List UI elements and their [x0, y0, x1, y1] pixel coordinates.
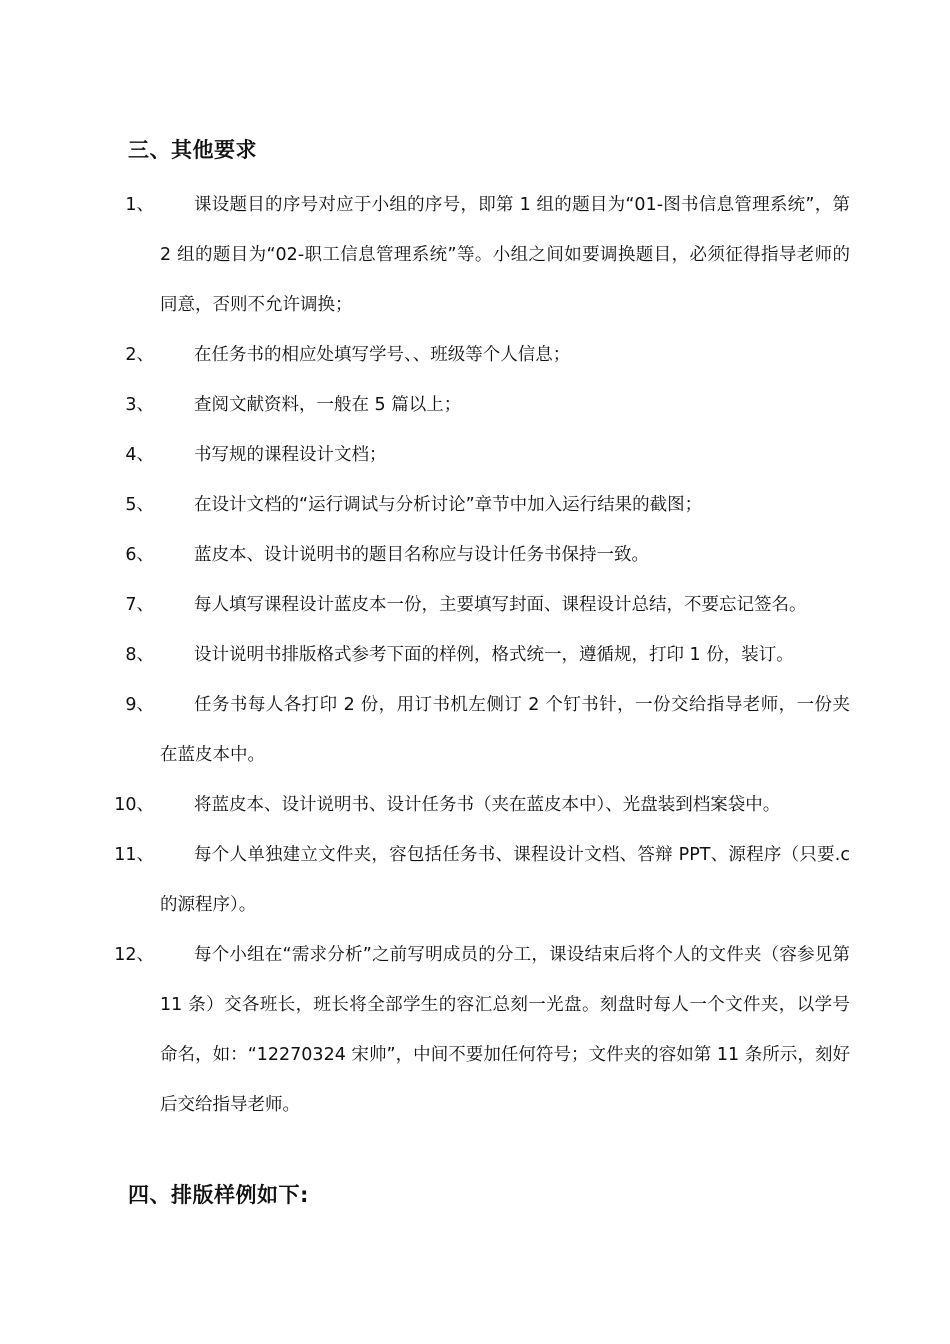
- list-item: [0, 330, 950, 380]
- list-item-number: 1、: [125, 195, 154, 215]
- list-item-text: 任务书每人各打印 2 份，用订书机左侧订 2 个钉书针，一份交给指导老师，一份夹在蓝皮本中。: [160, 695, 850, 765]
- list-item: [0, 580, 950, 630]
- list-item-text: 查阅文献资料，一般在 5 篇以上；: [194, 395, 462, 415]
- list-item-text: 每个人单独建立文件夹，容包括任务书、课程设计文档、答辩 PPT、源程序（只要.c 的源程序）。: [160, 845, 850, 915]
- list-item-text: 课设题目的序号对应于小组的序号，即第 1 组的题目为“01-图书信息管理系统”，第 2 组的题目为“02-职工信息管理系统”等。小组之间如要调换题目，必须征得指导老师的同意，否则不允许调换；: [160, 195, 850, 315]
- list-item-number: 12、: [114, 945, 154, 965]
- list-item-number: 5、: [125, 495, 154, 515]
- list-item: [0, 430, 950, 480]
- list-item-number: 10、: [114, 795, 154, 815]
- list-item: [0, 680, 950, 780]
- list-item: [0, 830, 950, 930]
- section-heading-other-requirements: 三、其他要求: [128, 138, 257, 162]
- list-item: [0, 630, 950, 680]
- list-item-number: 11、: [114, 845, 154, 865]
- list-item-number: 8、: [125, 645, 154, 665]
- list-item: [0, 780, 950, 830]
- list-item-number: 4、: [125, 445, 154, 465]
- list-item-text: 在设计文档的“运行调试与分析讨论”章节中加入运行结果的截图；: [194, 495, 703, 515]
- list-item-number: 7、: [125, 595, 154, 615]
- list-item: [0, 480, 950, 530]
- list-item: [0, 180, 950, 330]
- list-item-text: 蓝皮本、设计说明书的题目名称应与设计任务书保持一致。: [194, 545, 649, 565]
- list-item: [0, 930, 950, 1130]
- list-item-text: 将蓝皮本、设计说明书、设计任务书（夹在蓝皮本中）、光盘装到档案袋中。: [194, 795, 781, 815]
- section-heading-layout-example: 四、排版样例如下:: [128, 1183, 309, 1207]
- list-item: [0, 530, 950, 580]
- list-item-number: 6、: [125, 545, 154, 565]
- list-item-number: 3、: [125, 395, 154, 415]
- list-item-number: 2、: [125, 345, 154, 365]
- list-item-text: 设计说明书排版格式参考下面的样例，格式统一，遵循规，打印 1 份，装订。: [194, 645, 794, 665]
- requirements-list: [0, 180, 950, 1130]
- list-item-text: 每人填写课程设计蓝皮本一份，主要填写封面、课程设计总结，不要忘记签名。: [194, 595, 807, 615]
- list-item-text: 书写规的课程设计文档；: [194, 445, 387, 465]
- list-item: [0, 380, 950, 430]
- list-item-number: 9、: [125, 695, 154, 715]
- list-item-text: 每个小组在“需求分析”之前写明成员的分工，课设结束后将个人的文件夹（容参见第 11 条）交各班长，班长将全部学生的容汇总刻一光盘。刻盘时每人一个文件夹，以学号命名，如：“12270324 宋帅”，中间不要加任何符号；文件夹的容如第 11 条所示，刻好后交给指导老师。: [160, 945, 850, 1115]
- list-item-text: 在任务书的相应处填写学号、、班级等个人信息；: [194, 345, 571, 365]
